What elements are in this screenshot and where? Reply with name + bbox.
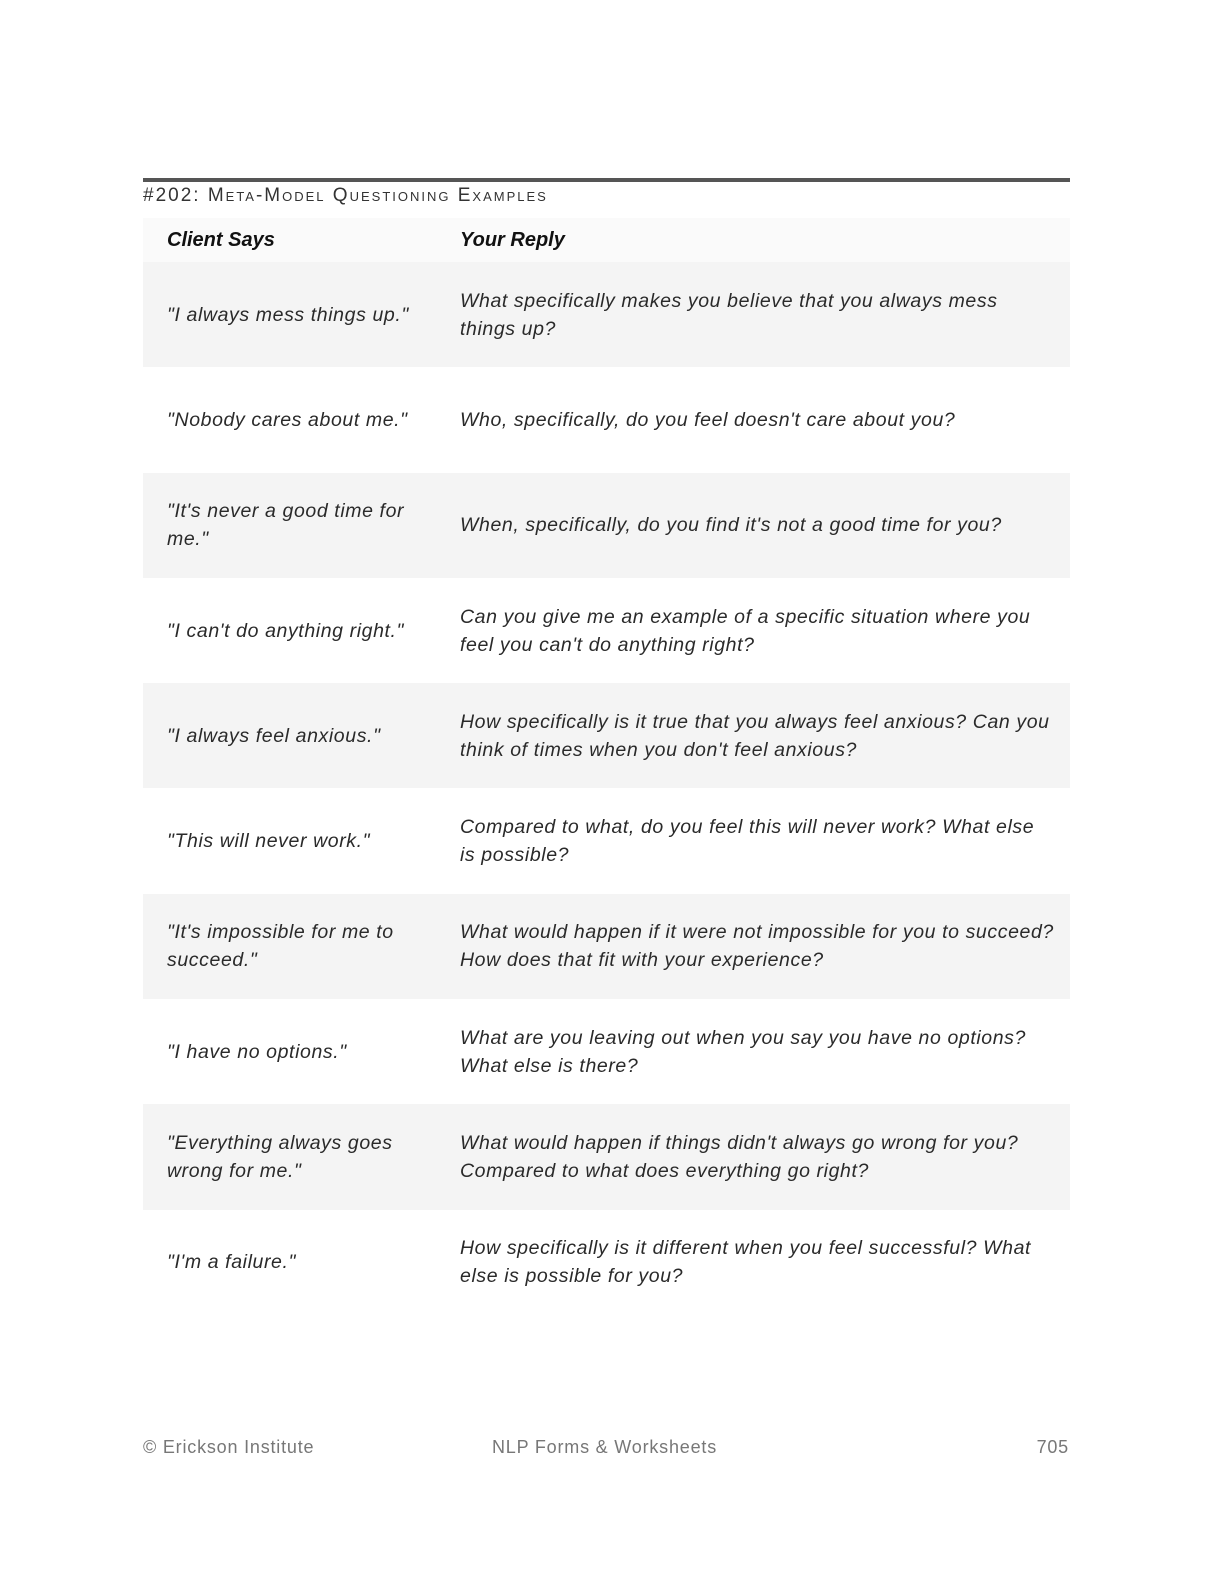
- your-reply: Compared to what, do you feel this will never work? What else is possible?: [460, 816, 1035, 867]
- client-says: "Nobody cares about me.": [167, 408, 408, 431]
- table-row: [143, 683, 1070, 788]
- table-header: [143, 218, 1070, 262]
- client-says: "I always feel anxious.": [167, 724, 381, 747]
- column-header-client: Client Says: [167, 228, 275, 251]
- table-row: [143, 1104, 1070, 1209]
- worksheet-title: Meta-Model Questioning Examples: [207, 185, 548, 206]
- footer-book-title: NLP Forms & Worksheets: [492, 1437, 717, 1457]
- table-row: [143, 894, 1070, 999]
- table-row: [143, 578, 1070, 683]
- table-row: [143, 1210, 1070, 1315]
- column-header-reply: Your Reply: [460, 228, 565, 251]
- table-row: [143, 367, 1070, 472]
- client-says: "I can't do anything right.": [167, 619, 405, 642]
- your-reply: What specifically makes you believe that you always mess things up?: [460, 289, 998, 340]
- your-reply: Can you give me an example of a specific situation where you feel you can't do anything right?: [460, 605, 1031, 656]
- client-says: "I have no options.": [167, 1040, 347, 1063]
- title-rule: [143, 178, 1070, 182]
- your-reply: What are you leaving out when you say you have no options? What else is there?: [460, 1026, 1026, 1077]
- client-says: "Everything always goes wrong for me.": [167, 1132, 393, 1183]
- footer-copyright: © Erickson Institute: [143, 1437, 315, 1457]
- table-row: [143, 788, 1070, 893]
- client-says: "It's impossible for me to succeed.": [167, 921, 394, 972]
- table-row: [143, 262, 1070, 367]
- your-reply: How specifically is it different when you feel successful? What else is possible for you?: [460, 1237, 1032, 1288]
- page-number: 705: [1036, 1437, 1069, 1457]
- your-reply: How specifically is it true that you always feel anxious? Can you think of times when you don't feel anxious?: [460, 710, 1050, 761]
- page-title: [143, 185, 548, 207]
- table-row: [143, 999, 1070, 1104]
- your-reply: Who, specifically, do you feel doesn't care about you?: [460, 408, 956, 431]
- client-says: "I always mess things up.": [167, 303, 409, 326]
- table-row: [143, 473, 1070, 578]
- your-reply: When, specifically, do you find it's not a good time for you?: [460, 514, 1002, 537]
- worksheet-number: #202:: [143, 185, 201, 206]
- your-reply: What would happen if things didn't always go wrong for you? Compared to what does everything go right?: [460, 1132, 1019, 1183]
- your-reply: What would happen if it were not impossible for you to succeed? How does that fit with your experience?: [460, 921, 1054, 972]
- client-says: "It's never a good time for me.": [167, 500, 405, 551]
- examples-table: [143, 218, 1070, 1315]
- client-says: "I'm a failure.": [167, 1251, 297, 1274]
- client-says: "This will never work.": [167, 830, 371, 853]
